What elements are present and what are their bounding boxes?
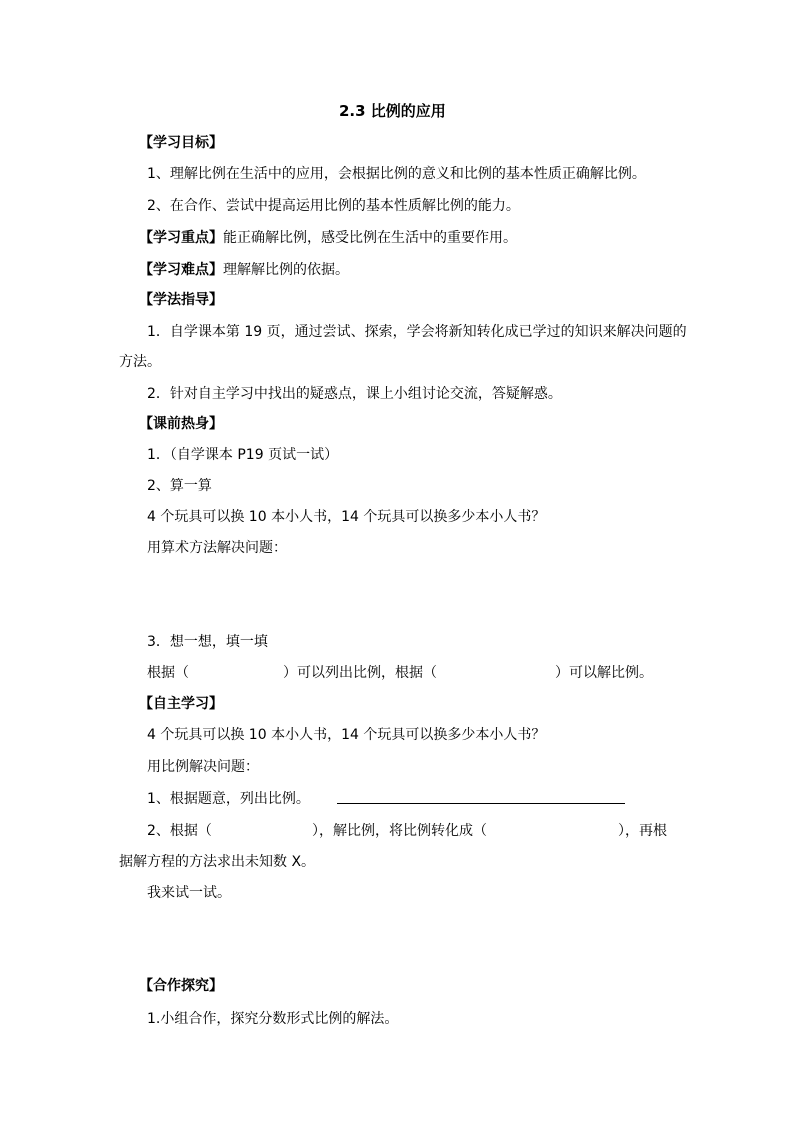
warmup-2: 2、算一算 xyxy=(147,478,212,494)
difficulty-text: 理解解比例的依据。 xyxy=(223,262,349,278)
coop-heading: 【合作探究】 xyxy=(139,978,223,994)
coop-1: 1.小组合作，探究分数形式比例的解法。 xyxy=(147,1011,399,1027)
warmup-1: 1．（自学课本 P19 页试一试） xyxy=(147,447,339,463)
self-step1: 1、根据题意，列出比例。 xyxy=(147,791,310,807)
warmup-3: 3．想一想，填一填 xyxy=(147,634,268,650)
self-step2-d: 据解方程的方法求出未知数 X。 xyxy=(119,854,316,870)
self-ratio: 用比例解决问题： xyxy=(147,759,259,775)
method-1b: 方法。 xyxy=(119,354,161,370)
goal-1: 1、理解比例在生活中的应用，会根据比例的意义和比例的基本性质正确解比例。 xyxy=(147,166,646,182)
warmup-fill-c: ）可以解比例。 xyxy=(555,665,653,681)
difficulty-row xyxy=(139,260,349,280)
self-try: 我来试一试。 xyxy=(147,885,231,901)
method-2: 2．针对自主学习中找出的疑惑点，课上小组讨论交流，答疑解惑。 xyxy=(147,386,562,402)
goals-heading: 【学习目标】 xyxy=(139,135,223,151)
self-heading: 【自主学习】 xyxy=(139,696,223,712)
page-title: 2.3 比例的应用 xyxy=(339,102,446,120)
key-heading: 【学习重点】 xyxy=(139,230,223,246)
key-point-row xyxy=(139,228,517,248)
warmup-problem: 4 个玩具可以换 10 本小人书，14 个玩具可以换多少本小人书？ xyxy=(147,509,546,525)
warmup-fill-a: 根据（ xyxy=(147,665,189,681)
warmup-arith: 用算术方法解决问题： xyxy=(147,540,287,556)
method-1a: 1．自学课本第 19 页，通过尝试、探索，学会将新知转化成已学过的知识来解决问题的 xyxy=(147,324,687,340)
warmup-fill-b: ）可以列出比例，根据（ xyxy=(283,665,437,681)
self-problem: 4 个玩具可以换 10 本小人书，14 个玩具可以换多少本小人书？ xyxy=(147,727,546,743)
self-step2-b: ），解比例，将比例转化成（ xyxy=(312,823,487,839)
difficulty-heading: 【学习难点】 xyxy=(139,262,223,278)
warmup-heading: 【课前热身】 xyxy=(139,416,223,432)
answer-line[interactable] xyxy=(337,803,625,804)
goal-2: 2、在合作、尝试中提高运用比例的基本性质解比例的能力。 xyxy=(147,198,520,214)
method-heading: 【学法指导】 xyxy=(139,292,223,308)
key-text: 能正确解比例，感受比例在生活中的重要作用。 xyxy=(223,230,517,246)
self-step2-c: ），再根 xyxy=(618,823,667,839)
self-step2-a: 2、根据（ xyxy=(147,823,212,839)
